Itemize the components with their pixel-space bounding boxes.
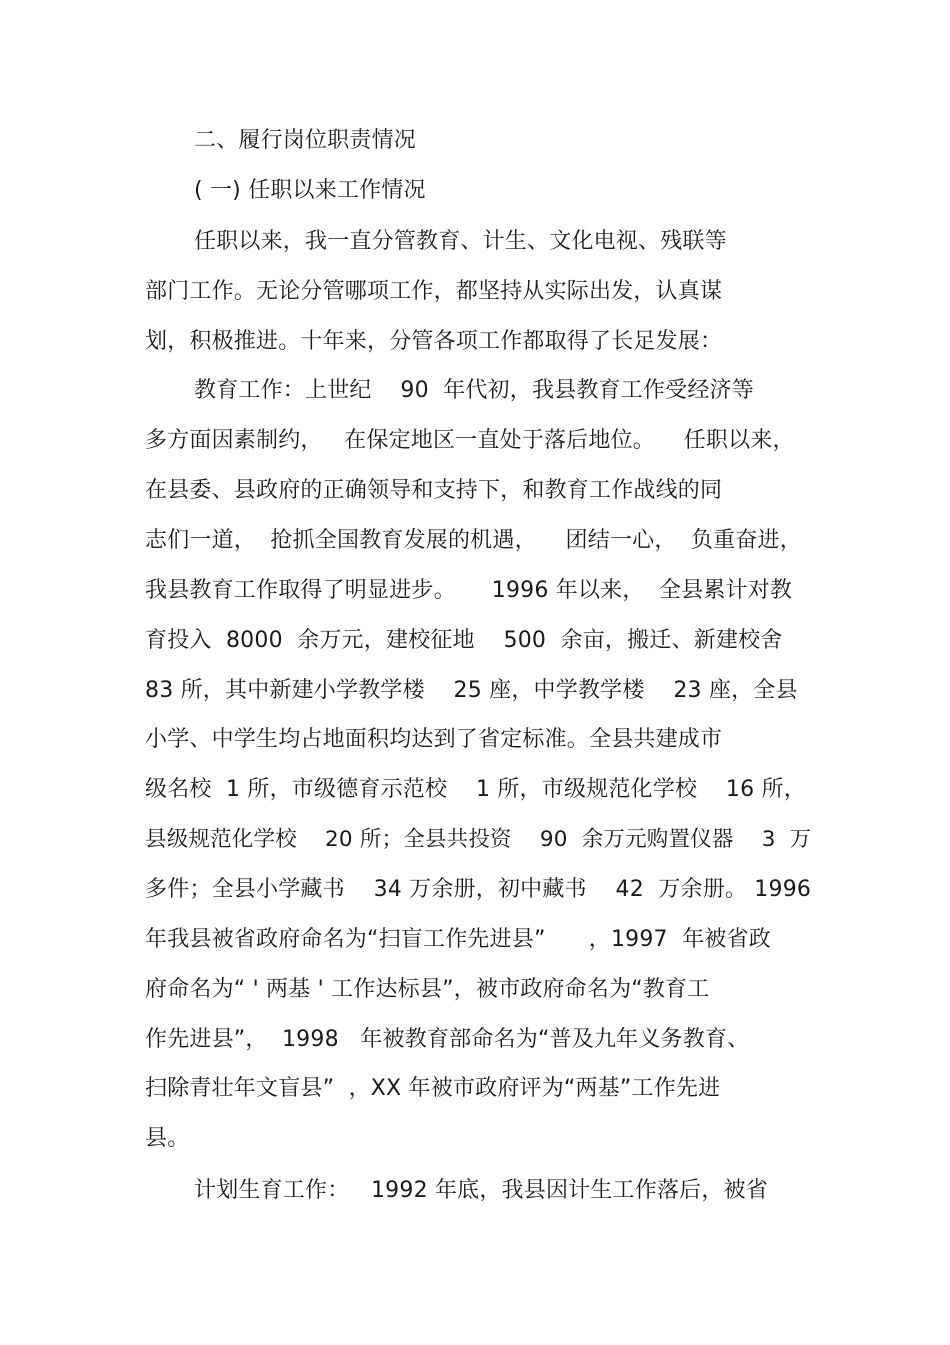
paragraph-line: 在县委、县政府的正确领导和支持下，和教育工作战线的同	[145, 478, 723, 503]
subsection-heading: ( 一) 任职以来工作情况	[194, 178, 426, 203]
paragraph-line: 83 所，其中新建小学教学楼 25 座，中学教学楼 23 座，全县	[145, 678, 798, 703]
paragraph-line: 年我县被省政府命名为“扫盲工作先进县” ，1997 年被省政	[145, 927, 771, 952]
paragraph-line: 计划生育工作： 1992 年底，我县因计生工作落后，被省	[194, 1178, 768, 1203]
paragraph-line: 府命名为“ ' 两基 ' 工作达标县”，被市政府命名为“教育工	[145, 977, 710, 1002]
paragraph-line: 扫除青壮年文盲县” ，XX 年被市政府评为“两基”工作先进	[145, 1076, 721, 1101]
paragraph-line: 多件；全县小学藏书 34 万余册，初中藏书 42 万余册。 1996	[145, 877, 812, 902]
paragraph-line: 任职以来，我一直分管教育、计生、文化电视、残联等	[194, 229, 727, 254]
paragraph-line: 级名校 1 所，市级德育示范校 1 所，市级规范化学校 16 所，	[145, 777, 806, 802]
paragraph-line: 志们一道， 抢抓全国教育发展的机遇， 团结一心， 负重奋进，	[145, 528, 802, 553]
section-heading: 二、履行岗位职责情况	[194, 128, 417, 153]
paragraph-line: 教育工作：上世纪 90 年代初，我县教育工作受经济等	[194, 378, 754, 403]
paragraph-line: 县。	[145, 1126, 190, 1151]
paragraph-line: 多方面因素制约， 在保定地区一直处于落后地位。 任职以来，	[145, 428, 795, 453]
paragraph-line: 县级规范化学校 20 所；全县共投资 90 余万元购置仪器 3 万	[145, 827, 812, 852]
paragraph-line: 育投入 8000 余万元，建校征地 500 余亩，搬迁、新建校舍	[145, 628, 783, 653]
paragraph-line: 部门工作。无论分管哪项工作，都坚持从实际出发，认真谋	[145, 279, 723, 304]
paragraph-line: 作先进县”， 1998 年被教育部命名为“普及九年义务教育、	[145, 1027, 750, 1052]
paragraph-line: 我县教育工作取得了明显进步。 1996 年以来， 全县累计对教	[145, 578, 793, 603]
paragraph-line: 小学、中学生均占地面积均达到了省定标准。全县共建成市	[145, 727, 723, 752]
paragraph-line: 划，积极推进。十年来，分管各项工作都取得了长足发展：	[145, 329, 723, 354]
